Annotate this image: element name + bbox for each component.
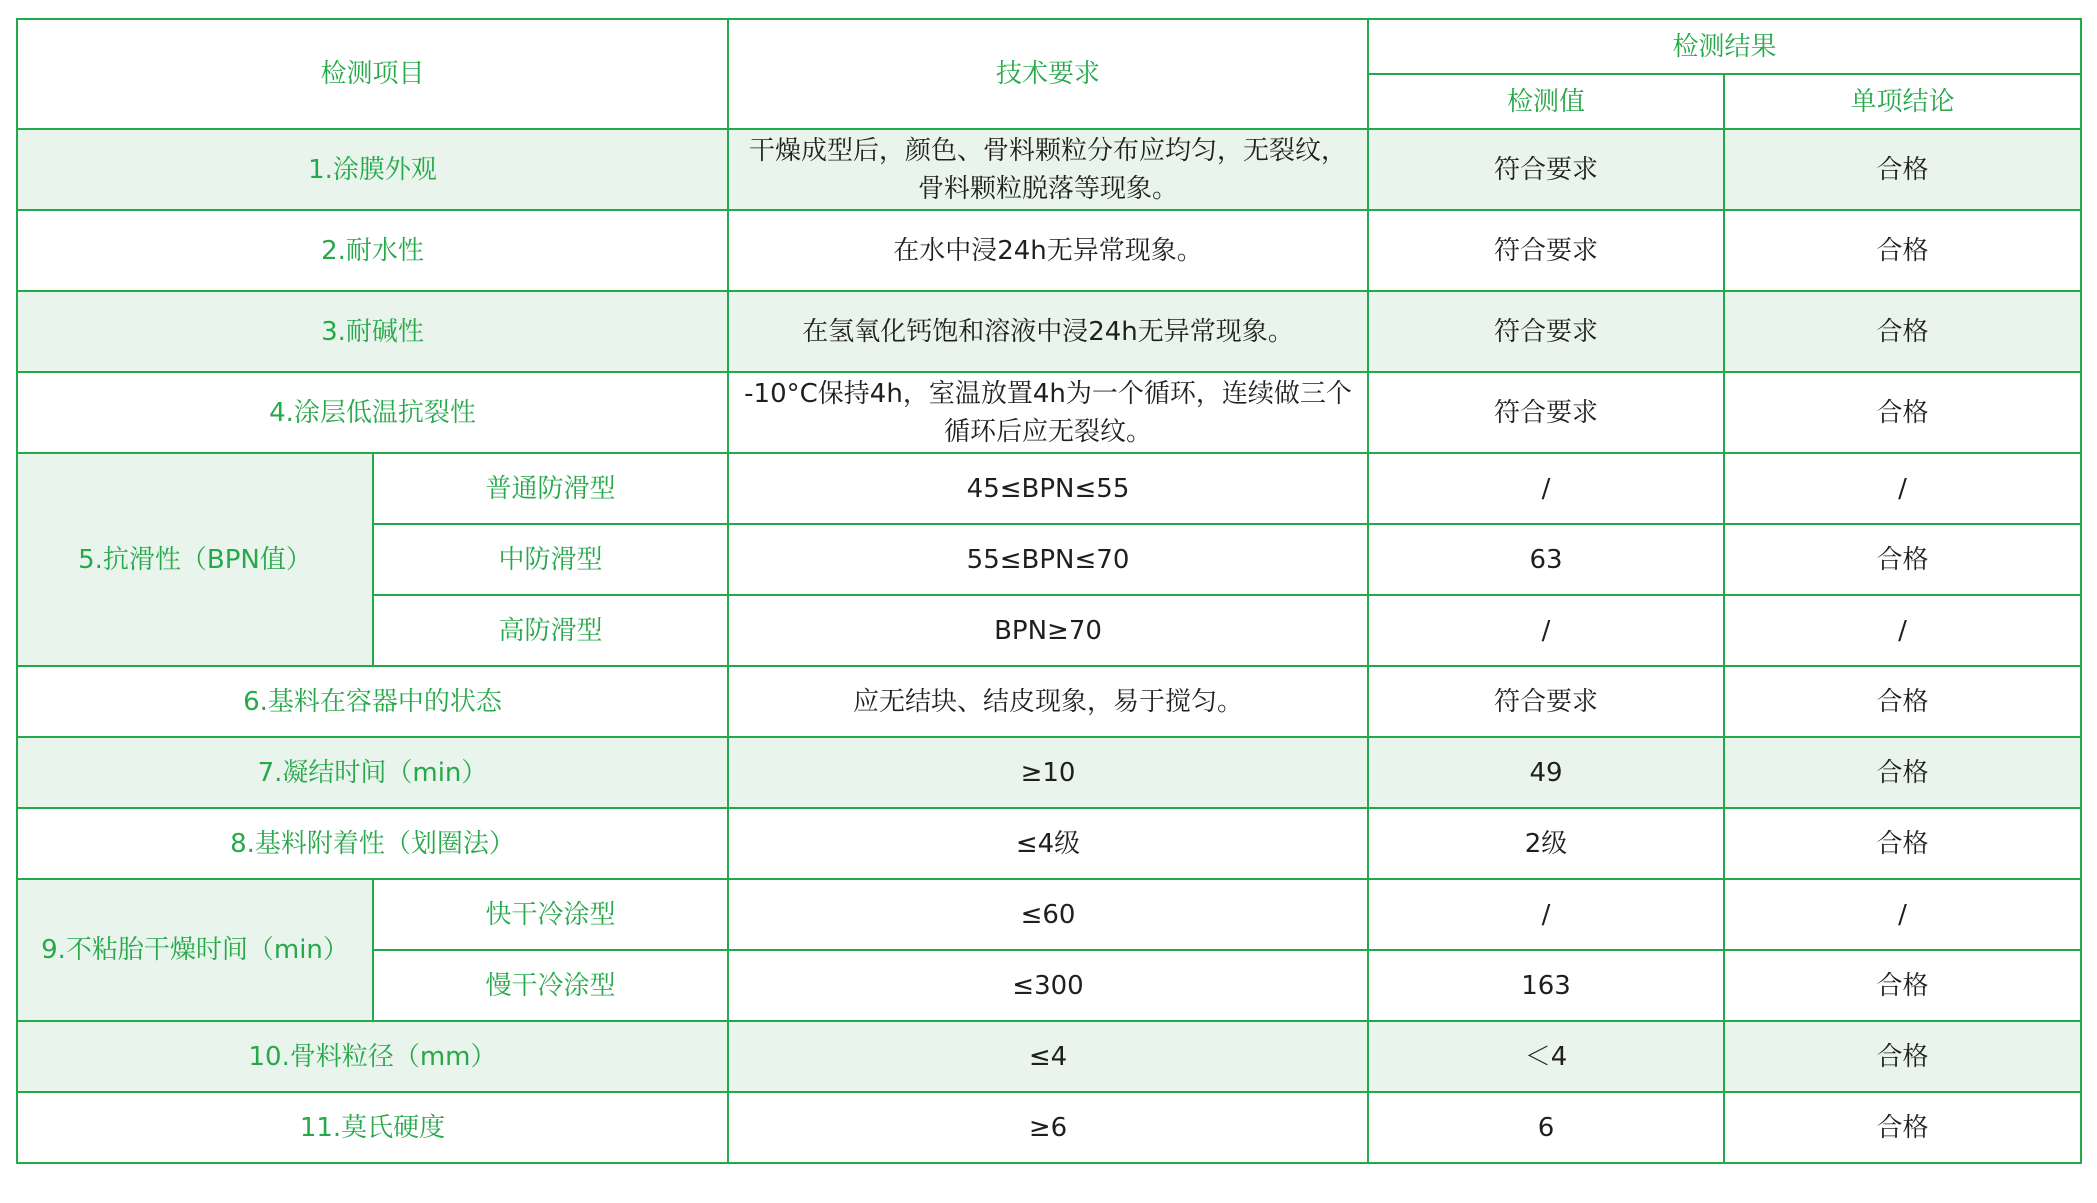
value-cell: 63 (1368, 524, 1724, 595)
requirement-cell: 应无结块、结皮现象，易于搅匀。 (728, 666, 1368, 737)
header-result-group: 检测结果 (1368, 19, 2081, 74)
value-cell: / (1368, 879, 1724, 950)
conclusion-cell: / (1724, 453, 2081, 524)
requirement-cell: ≤60 (728, 879, 1368, 950)
value-cell: 6 (1368, 1092, 1724, 1163)
value-cell: ＜4 (1368, 1021, 1724, 1092)
requirement-cell: 干燥成型后，颜色、骨料颗粒分布应均匀，无裂纹，骨料颗粒脱落等现象。 (728, 129, 1368, 210)
table-row (17, 1021, 2081, 1092)
requirement-cell: BPN≥70 (728, 595, 1368, 666)
requirement-cell: 55≤BPN≤70 (728, 524, 1368, 595)
conclusion-cell: 合格 (1724, 372, 2081, 453)
sub-item-cell: 中防滑型 (373, 524, 728, 595)
table-row (17, 129, 2081, 210)
conclusion-cell: 合格 (1724, 210, 2081, 291)
value-cell: 符合要求 (1368, 666, 1724, 737)
header-item: 检测项目 (17, 19, 728, 129)
requirement-cell: ≤4 (728, 1021, 1368, 1092)
requirement-cell: ≥10 (728, 737, 1368, 808)
value-cell: 符合要求 (1368, 372, 1724, 453)
item-cell: 11.莫氏硬度 (17, 1092, 728, 1163)
item-cell: 9.不粘胎干燥时间（min） (17, 879, 373, 1021)
conclusion-cell: 合格 (1724, 291, 2081, 372)
conclusion-cell: / (1724, 595, 2081, 666)
value-cell: 符合要求 (1368, 129, 1724, 210)
value-cell: 163 (1368, 950, 1724, 1021)
conclusion-cell: 合格 (1724, 666, 2081, 737)
item-cell: 10.骨料粒径（mm） (17, 1021, 728, 1092)
conclusion-cell: 合格 (1724, 808, 2081, 879)
conclusion-cell: 合格 (1724, 524, 2081, 595)
item-cell: 4.涂层低温抗裂性 (17, 372, 728, 453)
requirement-cell: 在水中浸24h无异常现象。 (728, 210, 1368, 291)
table-row (17, 453, 2081, 524)
item-cell: 8.基料附着性（划圈法） (17, 808, 728, 879)
value-cell: / (1368, 453, 1724, 524)
requirement-cell: 45≤BPN≤55 (728, 453, 1368, 524)
table-row (17, 666, 2081, 737)
item-cell: 3.耐碱性 (17, 291, 728, 372)
sub-item-cell: 高防滑型 (373, 595, 728, 666)
header-requirement: 技术要求 (728, 19, 1368, 129)
sub-item-cell: 快干冷涂型 (373, 879, 728, 950)
table-row (17, 210, 2081, 291)
sub-item-cell: 慢干冷涂型 (373, 950, 728, 1021)
table-row (17, 291, 2081, 372)
header-value: 检测值 (1368, 74, 1724, 129)
item-cell: 7.凝结时间（min） (17, 737, 728, 808)
header-row-1 (17, 19, 2081, 74)
conclusion-cell: 合格 (1724, 1092, 2081, 1163)
table-row (17, 372, 2081, 453)
item-cell: 5.抗滑性（BPN值） (17, 453, 373, 666)
item-cell: 6.基料在容器中的状态 (17, 666, 728, 737)
requirement-cell: 在氢氧化钙饱和溶液中浸24h无异常现象。 (728, 291, 1368, 372)
value-cell: 2级 (1368, 808, 1724, 879)
item-cell: 1.涂膜外观 (17, 129, 728, 210)
table-row (17, 1092, 2081, 1163)
conclusion-cell: 合格 (1724, 737, 2081, 808)
header-conclusion: 单项结论 (1724, 74, 2081, 129)
conclusion-cell: 合格 (1724, 129, 2081, 210)
table-row (17, 879, 2081, 950)
conclusion-cell: 合格 (1724, 1021, 2081, 1092)
requirement-cell: ≤300 (728, 950, 1368, 1021)
table-row (17, 737, 2081, 808)
sub-item-cell: 普通防滑型 (373, 453, 728, 524)
inspection-results-table (16, 18, 2082, 1164)
value-cell: 49 (1368, 737, 1724, 808)
conclusion-cell: / (1724, 879, 2081, 950)
table-row (17, 808, 2081, 879)
value-cell: 符合要求 (1368, 291, 1724, 372)
item-cell: 2.耐水性 (17, 210, 728, 291)
conclusion-cell: 合格 (1724, 950, 2081, 1021)
value-cell: 符合要求 (1368, 210, 1724, 291)
value-cell: / (1368, 595, 1724, 666)
requirement-cell: -10°C保持4h，室温放置4h为一个循环，连续做三个循环后应无裂纹。 (728, 372, 1368, 453)
requirement-cell: ≥6 (728, 1092, 1368, 1163)
requirement-cell: ≤4级 (728, 808, 1368, 879)
